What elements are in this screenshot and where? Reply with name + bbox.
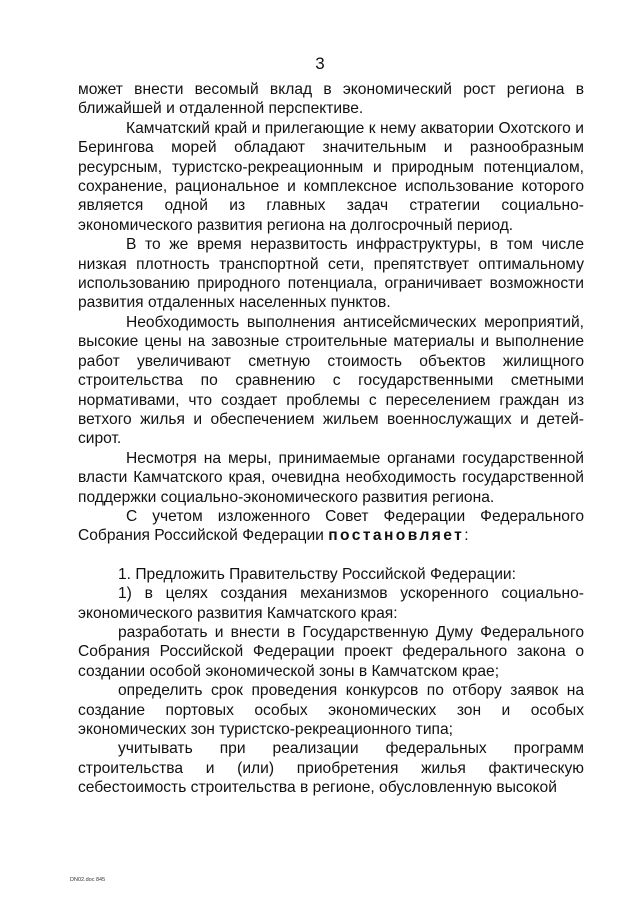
spacer bbox=[78, 546, 584, 565]
document-body bbox=[78, 80, 584, 798]
paragraph-kamchatka-resources: Камчатский край и прилегающие к нему акватории Охотского и Берингова морей обладают значительным и разнообразным ресурсным, туристско-рекреационным и природным потенциалом, сохранение, рациональное и комплексное использование которого является одной из главных задач стратегии социально-экономического развития региона на долгосрочный период. bbox=[78, 119, 584, 234]
item-develop-law: разработать и внести в Государственную Думу Федерального Собрания Российской Федерации проект федерального закона о создании особой экономической зоны в Камчатском крае; bbox=[78, 623, 584, 680]
item-define-deadline: определить срок проведения конкурсов по отбору заявок на создание портовых особых экономических зон и особых экономических зон туристско-рекреационного типа; bbox=[78, 682, 584, 738]
footer-file-reference: DN02.doc 845 bbox=[70, 877, 106, 883]
item-1-heading: 1. Предложить Правительству Российской Федерации: bbox=[118, 565, 516, 583]
paragraph-state-support: Несмотря на меры, принимаемые органами государственной власти Камчатского края, очевидна необходимость государственной поддержки социально-экономического развития региона. bbox=[78, 449, 584, 506]
resolution-intro: С учетом изложенного Совет Федерации Федерального Собрания Российской Федерации bbox=[78, 507, 584, 545]
resolution-colon: : bbox=[464, 527, 469, 545]
paragraph-resolution bbox=[78, 507, 584, 546]
item-1-subitem-1: 1) в целях создания механизмов ускоренного социально-экономического развития Камчатского края: bbox=[78, 585, 584, 622]
resolution-verb: постановляет bbox=[328, 527, 465, 545]
item-consider-costs: учитывать при реализации федеральных программ строительства и (или) приобретения жилья фактическую себестоимость строительства в регионе, обусловленную высокой bbox=[78, 740, 584, 797]
page-number: 3 bbox=[315, 54, 325, 73]
paragraph-construction-costs: Необходимость выполнения антисейсмических мероприятий, высокие цены на завозные строительные материалы и выполнение работ увеличивают сметную стоимость объектов жилищного строительства по сравнению с государственными сметными нормативами, что создает проблемы с переселением граждан из ветхого жилья и обеспечением жильем военнослужащих и детей-сирот. bbox=[78, 313, 584, 448]
paragraph-infrastructure: В то же время неразвитость инфраструктуры, в том числе низкая плотность транспортной сети, препятствует оптимальному использованию природного потенциала, ограничивает возможности развития отдаленных населенных пунктов. bbox=[78, 236, 584, 312]
paragraph-continuation: может внести весомый вклад в экономический рост региона в ближайшей и отдаленной перспективе. bbox=[78, 81, 584, 118]
